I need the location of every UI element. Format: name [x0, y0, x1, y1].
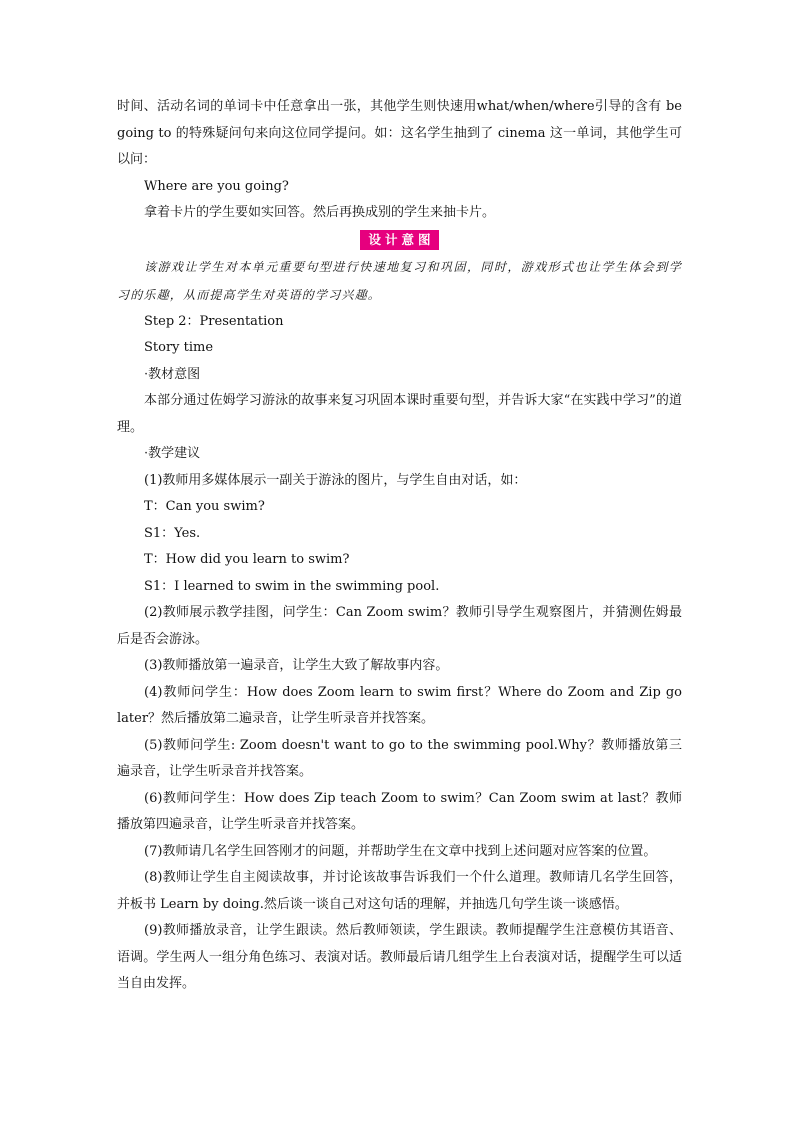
paragraph-card-answer: 拿着卡片的学生要如实回答。然后再换成别的学生来抽卡片。	[144, 205, 496, 220]
suggestion-5: (5)教师问学生: Zoom doesn't want to go to the swimming pool.Why？教师播放第三遍录音，让学生听录音并找答案。	[117, 737, 682, 779]
dialogue-line: T：How did you learn to swim?	[144, 552, 350, 567]
suggestion-6: (6)教师问学生：How does Zip teach Zoom to swim？Can Zoom swim at last？教师播放第四遍录音，让学生听录音并找答案。	[117, 790, 682, 832]
design-intent-note: 该游戏让学生对本单元重要句型进行快速地复习和巩固，同时，游戏形式也让学生体会到学习的乐趣，从而提高学生对英语的学习兴趣。	[117, 259, 682, 302]
dialogue-line: T：Can you swim?	[144, 499, 265, 514]
suggestion-8: (8)教师让学生自主阅读故事，并讨论该故事告诉我们一个什么道理。教师请几名学生回答，并板书 Learn by doing.然后谈一谈自己对这句话的理解，并抽选几句学生谈一谈感悟。	[117, 870, 682, 912]
suggestion-7: (7)教师请几名学生回答刚才的问题，并帮助学生在文章中找到上述问题对应答案的位置。	[144, 843, 657, 859]
suggestion-2: (2)教师展示教学挂图，问学生：Can Zoom swim？教师引导学生观察图片，并猜测佐姆最后是否会游泳。	[117, 605, 682, 647]
design-intent-banner-wrap	[117, 229, 682, 251]
textbook-intent-heading: · 教材意图	[117, 362, 682, 389]
suggestion-1: (1)教师用多媒体展示一副关于游泳的图片，与学生自由对话，如：	[144, 472, 527, 488]
dialogue-line: S1：Yes.	[144, 525, 201, 541]
paragraph-card-game: 时间、活动名词的单词卡中任意拿出一张，其他学生则快速用what/when/where引导的含有 be going to 的特殊疑问句来向这位同学提问。如：这名学生抽到了 cinema 这一单词，其他学生可以问：	[117, 99, 682, 167]
document-body	[117, 94, 682, 998]
section-heading-story: Story time	[144, 340, 214, 355]
textbook-intent-body: 本部分通过佐姆学习游泳的故事来复习巩固本课时重要句型，并告诉大家“在实践中学习”的道理。	[117, 393, 682, 435]
suggestion-9: (9)教师播放录音，让学生跟读。然后教师领读，学生跟读。教师提醒学生注意模仿其语音、语调。学生两人一组分角色练习、表演对话。教师最后请几组学生上台表演对话，提醒学生可以适当自由发挥。	[117, 923, 682, 991]
suggestion-3: (3)教师播放第一遍录音，让学生大致了解故事内容。	[144, 658, 449, 673]
dialogue-line: S1：I learned to swim in the swimming pool.	[144, 578, 440, 594]
example-question: Where are you going?	[144, 178, 289, 194]
step-heading: Step 2：Presentation	[144, 313, 284, 329]
design-intent-banner: 设计意图	[360, 230, 438, 250]
teaching-suggestion-heading: · 教学建议	[117, 441, 682, 468]
suggestion-4: (4)教师问学生：How does Zoom learn to swim first？Where do Zoom and Zip go later？然后播放第二遍录音，让学生听录音并找答案。	[117, 684, 682, 726]
